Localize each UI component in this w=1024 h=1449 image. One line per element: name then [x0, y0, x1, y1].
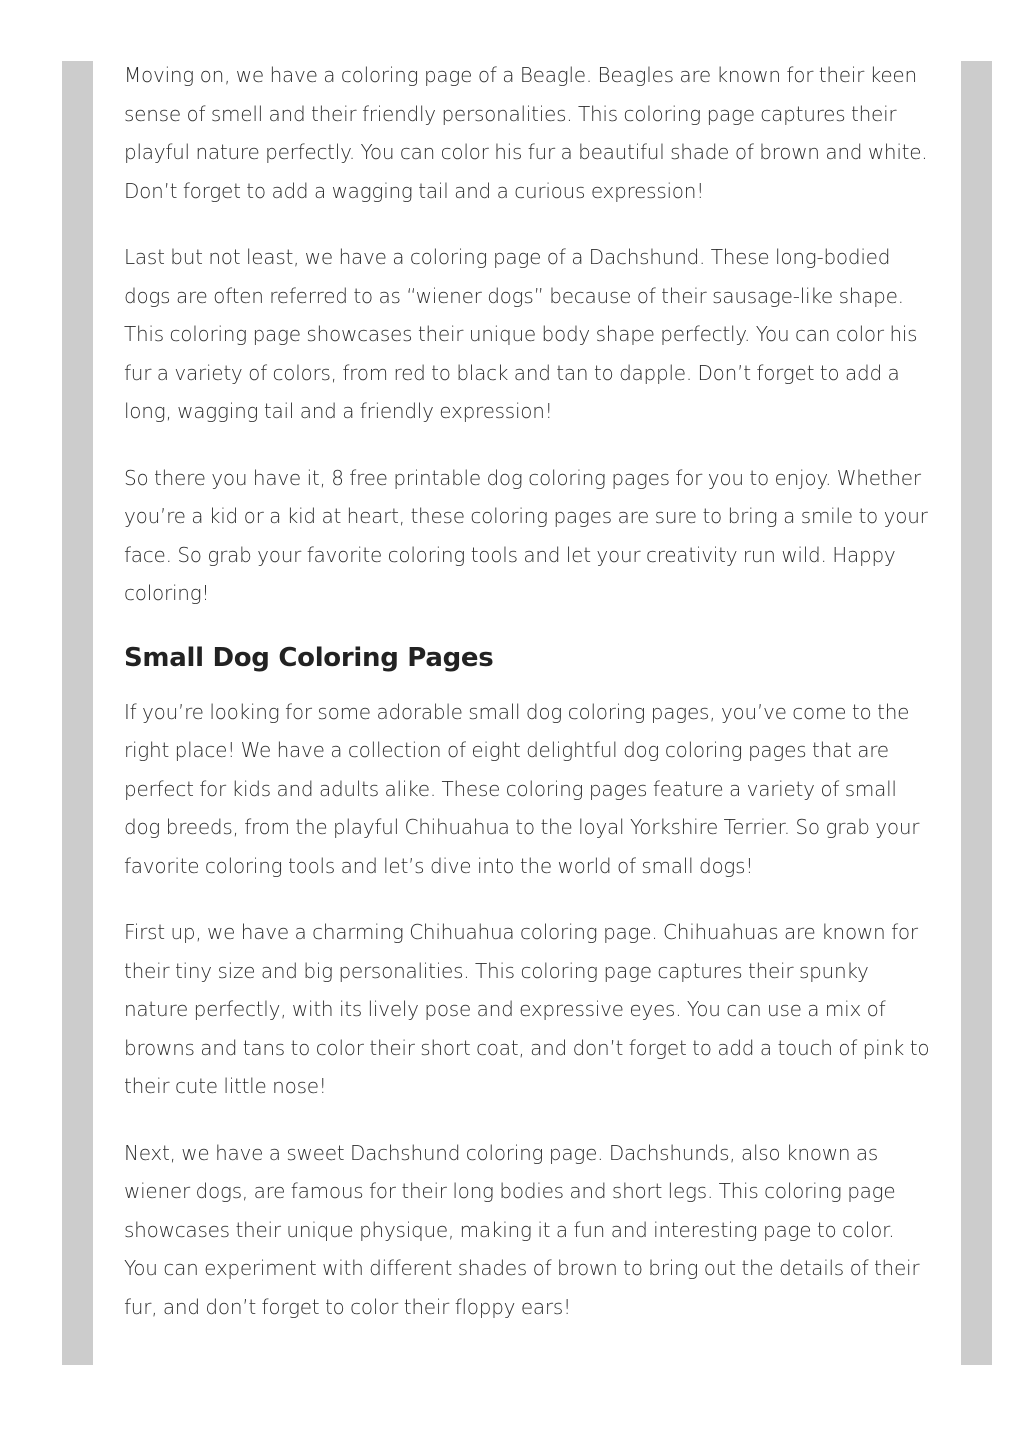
paragraph-small-dog-intro: If you’re looking for some adorable small dog coloring pages, you’ve come to the right place! We have a collection of eight delightful dog coloring pages that are perfect for kids and adults alike. These coloring pages feature a variety of small dog breeds, from the playful Chihuahua to the loyal Yorkshire Terrier. So grab your favorite coloring tools and let’s dive into the world of small dogs!: [124, 699, 920, 878]
left-margin-bar: [62, 61, 93, 1365]
paragraph-chihuahua: First up, we have a charming Chihuahua coloring page. Chihuahuas are known for their tiny size and big personalities. This coloring page captures their spunky nature perfectly, with its lively pose and expressive eyes. You can use a mix of browns and tans to color their short coat, and don’t forget to add a touch of pink to their cute little nose!: [124, 920, 930, 1098]
paragraph-summary: So there you have it, 8 free printable dog coloring pages for you to enjoy. Whether you’re a kid or a kid at heart, these coloring pages are sure to bring a smile to your face. So grab your favorite coloring tools and let your creativity run wild. Happy coloring!: [124, 465, 928, 605]
paragraph-dachshund: Last but not least, we have a coloring page of a Dachshund. These long-bodied dogs are often referred to as “wiener dogs” because of their sausage-like shape. This coloring page showcases their unique body shape perfectly. You can color his fur a variety of colors, from red to black and tan to dapple. Don’t forget to add a long, wagging tail and a friendly expression!: [124, 245, 918, 423]
article-body: [124, 56, 932, 1354]
paragraph-beagle: Moving on, we have a coloring page of a Beagle. Beagles are known for their keen sense of smell and their friendly personalities. This coloring page captures their playful nature perfectly. You can color his fur a beautiful shade of brown and white. Don’t forget to add a wagging tail and a curious expression!: [124, 63, 928, 203]
paragraph-dachshund-small: Next, we have a sweet Dachshund coloring page. Dachshunds, also known as wiener dogs, are famous for their long bodies and short legs. This coloring page showcases their unique physique, making it a fun and interesting page to color. You can experiment with different shades of brown to bring out the details of their fur, and don’t forget to color their floppy ears!: [124, 1140, 920, 1319]
section-heading: Small Dog Coloring Pages: [124, 642, 494, 673]
right-margin-bar: [961, 61, 992, 1365]
